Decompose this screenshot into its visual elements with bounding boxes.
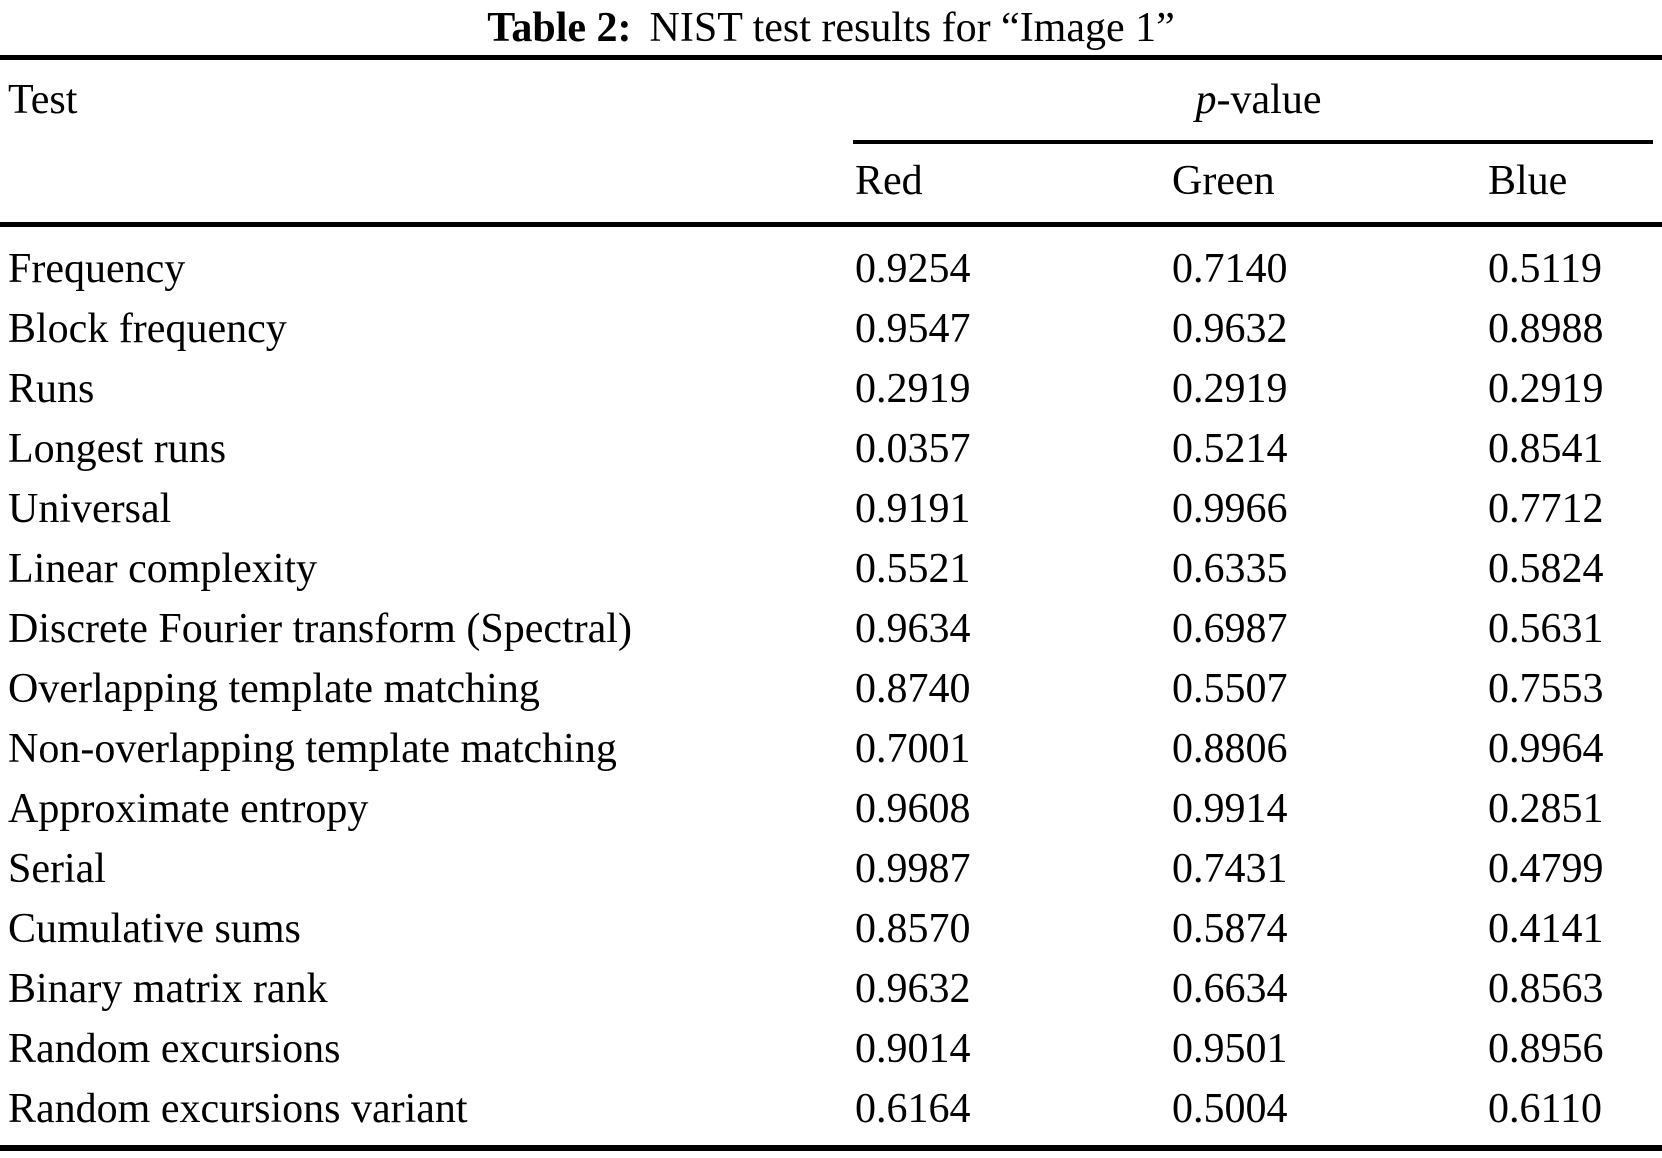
red-value-cell: 0.9632: [855, 966, 971, 1012]
red-value-cell: 0.2919: [855, 366, 971, 412]
green-value-cell: 0.6987: [1172, 606, 1288, 652]
test-name-cell: Random excursions variant: [8, 1086, 468, 1132]
test-name-cell: Overlapping template matching: [8, 666, 540, 712]
green-value-cell: 0.7140: [1172, 246, 1288, 292]
green-value-cell: 0.5214: [1172, 426, 1288, 472]
green-value-cell: 0.8806: [1172, 726, 1288, 772]
header-row-groups: [0, 60, 1662, 140]
table-row: [0, 839, 1662, 899]
table-row: [0, 959, 1662, 1019]
blue-value-cell: 0.8541: [1488, 426, 1604, 472]
blue-value-cell: 0.7712: [1488, 486, 1604, 532]
blue-value-cell: 0.4799: [1488, 846, 1604, 892]
blue-value-cell: 0.8988: [1488, 306, 1604, 352]
column-header-pvalue: [855, 76, 1662, 124]
test-name-cell: Universal: [8, 486, 172, 532]
green-value-cell: 0.9914: [1172, 786, 1288, 832]
green-value-cell: 0.5004: [1172, 1086, 1288, 1132]
test-name-cell: Binary matrix rank: [8, 966, 328, 1012]
red-value-cell: 0.9634: [855, 606, 971, 652]
blue-value-cell: 0.4141: [1488, 906, 1604, 952]
red-value-cell: 0.8570: [855, 906, 971, 952]
column-header-test: Test: [8, 77, 78, 123]
test-name-cell: Approximate entropy: [8, 786, 369, 832]
pvalue-label-rest: -value: [1216, 77, 1322, 123]
test-name-cell: Serial: [8, 846, 106, 892]
test-name-cell: Cumulative sums: [8, 906, 301, 952]
red-value-cell: 0.9254: [855, 246, 971, 292]
red-value-cell: 0.7001: [855, 726, 971, 772]
blue-value-cell: 0.5824: [1488, 546, 1604, 592]
blue-value-cell: 0.6110: [1488, 1086, 1602, 1132]
red-value-cell: 0.6164: [855, 1086, 971, 1132]
green-value-cell: 0.6634: [1172, 966, 1288, 1012]
blue-value-cell: 0.9964: [1488, 726, 1604, 772]
table-row: [0, 239, 1662, 299]
pvalue-cmidrule: [853, 140, 1653, 144]
blue-value-cell: 0.5631: [1488, 606, 1604, 652]
header-row-channels: [0, 140, 1662, 222]
green-value-cell: 0.9966: [1172, 486, 1288, 532]
test-name-cell: Frequency: [8, 246, 186, 292]
table-row: [0, 1079, 1662, 1139]
green-value-cell: 0.7431: [1172, 846, 1288, 892]
column-header-blue: Blue: [1488, 158, 1568, 204]
test-name-cell: Linear complexity: [8, 546, 318, 592]
table-row: [0, 479, 1662, 539]
red-value-cell: 0.9014: [855, 1026, 971, 1072]
test-name-cell: Longest runs: [8, 426, 227, 472]
green-value-cell: 0.5874: [1172, 906, 1288, 952]
green-value-cell: 0.9501: [1172, 1026, 1288, 1072]
blue-value-cell: 0.8956: [1488, 1026, 1604, 1072]
test-name-cell: Runs: [8, 366, 95, 412]
red-value-cell: 0.9191: [855, 486, 971, 532]
table-row: [0, 779, 1662, 839]
red-value-cell: 0.9608: [855, 786, 971, 832]
table-row: [0, 1019, 1662, 1079]
table-row: [0, 359, 1662, 419]
table-header: [0, 60, 1662, 222]
table-body: [0, 227, 1662, 1139]
column-header-green: Green: [1172, 158, 1275, 204]
table-caption: [0, 0, 1662, 55]
green-value-cell: 0.2919: [1172, 366, 1288, 412]
red-value-cell: 0.5521: [855, 546, 971, 592]
table-row: [0, 599, 1662, 659]
table-row: [0, 539, 1662, 599]
pvalue-italic-p: p: [1195, 77, 1217, 123]
red-value-cell: 0.9987: [855, 846, 971, 892]
green-value-cell: 0.5507: [1172, 666, 1288, 712]
table-row: [0, 719, 1662, 779]
red-value-cell: 0.8740: [855, 666, 971, 712]
red-value-cell: 0.9547: [855, 306, 971, 352]
test-name-cell: Non-overlapping template matching: [8, 726, 617, 772]
green-value-cell: 0.9632: [1172, 306, 1288, 352]
blue-value-cell: 0.8563: [1488, 966, 1604, 1012]
table-row: [0, 659, 1662, 719]
table-caption-label: Table 2:: [487, 4, 632, 51]
blue-value-cell: 0.7553: [1488, 666, 1604, 712]
table-row: [0, 419, 1662, 479]
blue-value-cell: 0.2851: [1488, 786, 1604, 832]
test-name-cell: Block frequency: [8, 306, 287, 352]
table-bottom-rule: [0, 1145, 1662, 1151]
table-caption-text: NIST test results for “Image 1”: [649, 4, 1175, 51]
table-row: [0, 299, 1662, 359]
test-name-cell: Discrete Fourier transform (Spectral): [8, 606, 632, 652]
table-row: [0, 899, 1662, 959]
blue-value-cell: 0.5119: [1488, 246, 1602, 292]
blue-value-cell: 0.2919: [1488, 366, 1604, 412]
green-value-cell: 0.6335: [1172, 546, 1288, 592]
red-value-cell: 0.0357: [855, 426, 971, 472]
column-header-red: Red: [855, 158, 923, 204]
test-name-cell: Random excursions: [8, 1026, 341, 1072]
